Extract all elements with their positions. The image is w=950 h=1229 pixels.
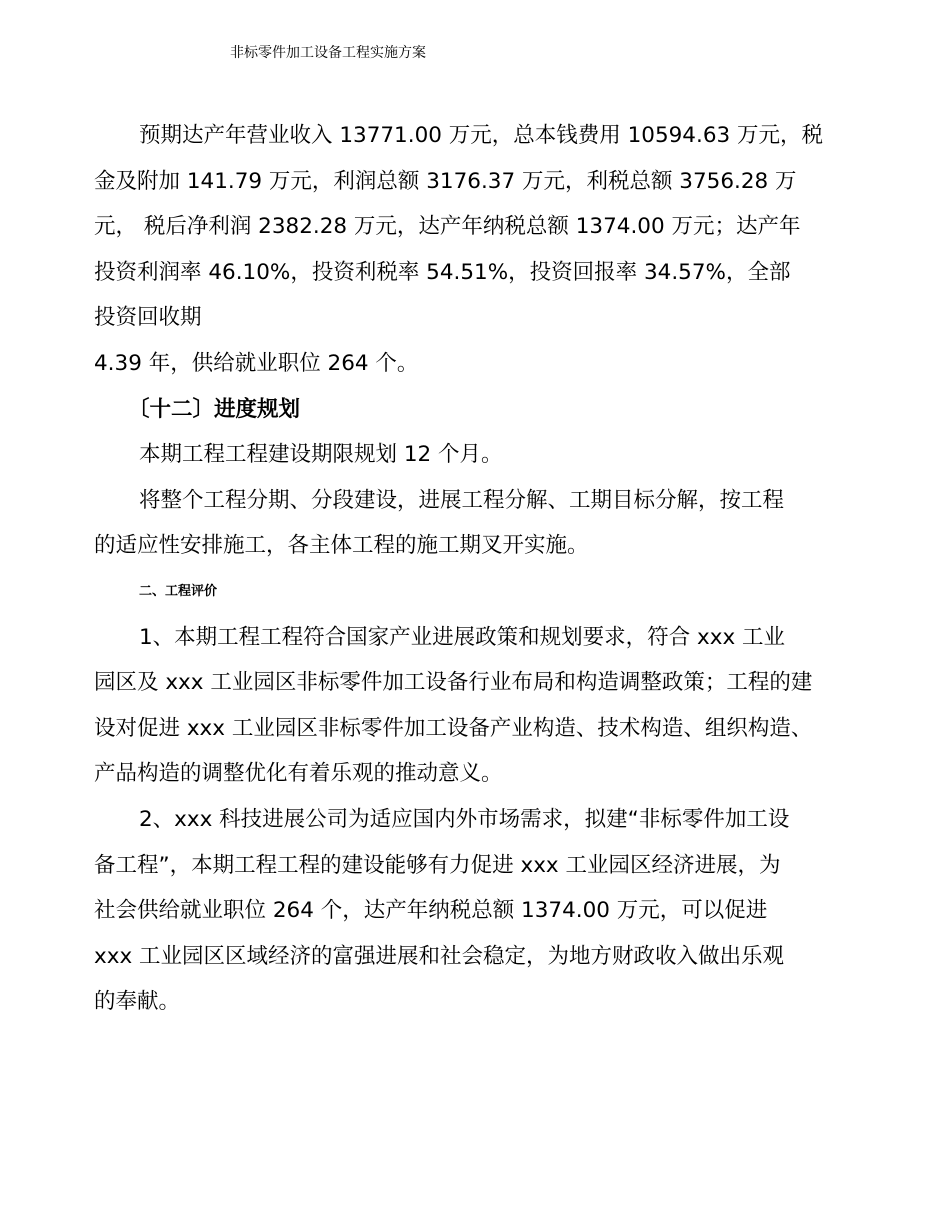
text-line: 产品构造的调整优化有着乐观的推动意义。: [94, 761, 503, 787]
paragraph-construction-period: [94, 432, 874, 478]
text-line: 预期达产年营业收入 13771.00 万元，总本钱费用 10594.63 万元，税: [139, 123, 824, 148]
section-heading-schedule: 〔十二〕进度规划: [128, 396, 301, 422]
running-header: 非标零件加工设备工程实施方案: [230, 45, 426, 61]
text-line: 设对促进 xxx 工业园区非标零件加工设备产业构造、技术构造、组织构造、: [94, 715, 813, 741]
section-heading-evaluation: 二、工程评价: [139, 583, 218, 599]
text-line: 4.39 年，供给就业职位 264 个。: [94, 350, 419, 376]
text-line: 投资回收期: [94, 305, 202, 331]
text-line: 社会供给就业职位 264 个，达产年纳税总额 1374.00 万元，可以促进: [94, 898, 768, 924]
text-line: 备工程”，本期工程工程的建设能够有力促进 xxx 工业园区经济进展，为: [94, 852, 781, 878]
text-line: 投资利润率 46.10%，投资利税率 54.51%，投资回报率 34.57%，全部: [94, 259, 791, 285]
document-body: [94, 113, 874, 1025]
paragraph-phased-construction: [94, 478, 874, 569]
text-line: 1、本期工程工程符合国家产业进展政策和规划要求，符合 xxx 工业: [139, 624, 786, 650]
paragraph-evaluation-1: [94, 615, 874, 797]
text-line: 金及附加 141.79 万元，利润总额 3176.37 万元，利税总额 3756.28 万: [94, 168, 797, 194]
paragraph-evaluation-2: [94, 797, 874, 1025]
paragraph-financial-summary: [94, 113, 874, 387]
text-line: 元， 税后净利润 2382.28 万元，达产年纳税总额 1374.00 万元；达产年: [94, 214, 801, 240]
text-line: 的奉献。: [94, 989, 181, 1015]
text-line: 园区及 xxx 工业园区非标零件加工设备行业布局和构造调整政策；工程的建: [94, 670, 813, 696]
text-line: 的适应性安排施工，各主体工程的施工期叉开实施。: [94, 533, 589, 559]
text-line: xxx 工业园区区域经济的富强进展和社会稳定，为地方财政收入做出乐观: [94, 943, 785, 969]
text-line: 本期工程工程建设期限规划 12 个月。: [139, 442, 503, 468]
text-line: 将整个工程分期、分段建设，进展工程分解、工期目标分解，按工程: [139, 487, 785, 513]
text-line: 2、xxx 科技进展公司为适应国内外市场需求，拟建“非标零件加工设: [139, 806, 790, 832]
